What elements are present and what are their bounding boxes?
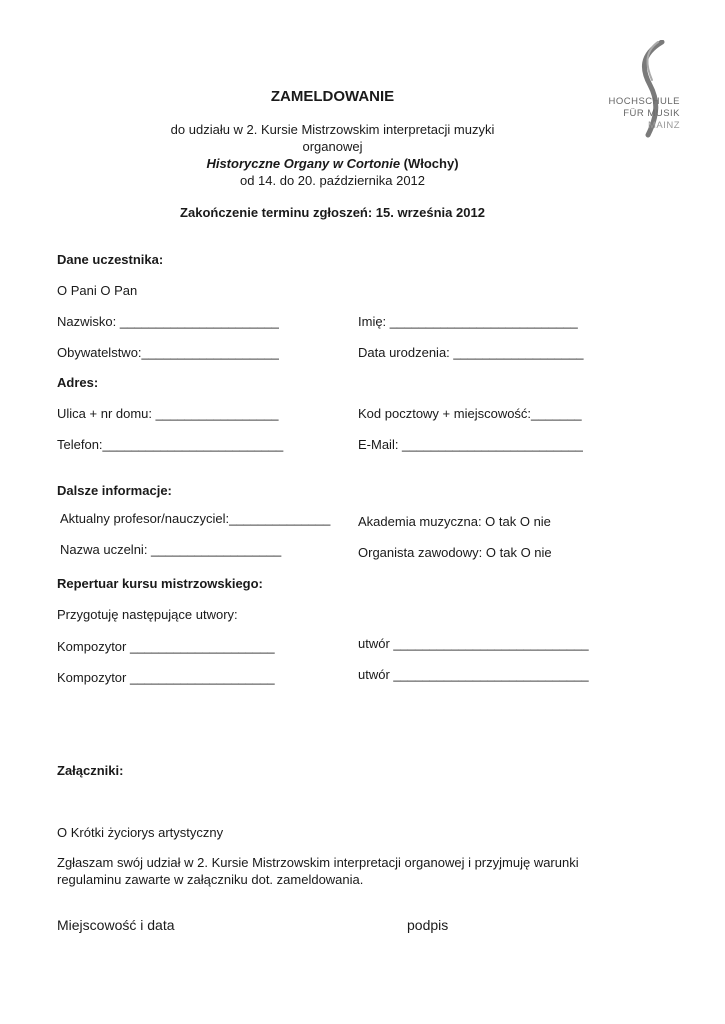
- cv-option: O Krótki życiorys artystyczny: [57, 825, 224, 840]
- declaration-line-1: Zgłaszam swój udział w 2. Kursie Mistrzowskim interpretacji organowej i przyjmuję warunki: [57, 855, 579, 870]
- repertoire-heading: Repertuar kursu mistrzowskiego:: [57, 576, 263, 591]
- repertoire-intro: Przygotuję następujące utwory:: [57, 607, 238, 622]
- phone-field: Telefon:_________________________: [57, 437, 284, 452]
- composer-field-2: Kompozytor ____________________: [57, 670, 275, 685]
- firstname-field: Imię: __________________________: [358, 314, 578, 329]
- subtitle-line-3: [0, 156, 665, 171]
- surname-field: Nazwisko: ______________________: [57, 314, 279, 329]
- composer-field-1: Kompozytor ____________________: [57, 639, 275, 654]
- course-dates: od 14. do 20. października 2012: [239, 173, 426, 188]
- school-field: Nazwa uczelni: __________________: [60, 542, 282, 557]
- postal-code-field: Kod pocztowy + miejscowość:_______: [358, 406, 582, 421]
- organist-option: Organista zawodowy: O tak O nie: [358, 545, 552, 560]
- page-title: ZAMELDOWANIE: [270, 88, 395, 105]
- academy-option: Akademia muzyczna: O tak O nie: [358, 514, 551, 529]
- registration-deadline: Zakończenie terminu zgłoszeń: 15. września 2012: [180, 205, 485, 220]
- logo-text-line1: HOCHSCHULE: [608, 96, 680, 107]
- street-field: Ulica + nr domu: _________________: [57, 406, 279, 421]
- subtitle-line-1: do udziału w 2. Kursie Mistrzowskim interpretacji muzyki: [170, 122, 495, 137]
- work-field-1: utwór ___________________________: [358, 636, 589, 651]
- salutation-options: O Pani O Pan: [57, 283, 138, 298]
- teacher-field: Aktualny profesor/nauczyciel:______________: [60, 511, 331, 526]
- course-name: Historyczne Organy w Cortonie: [206, 156, 401, 171]
- work-field-2: utwór ___________________________: [358, 667, 589, 682]
- address-heading: Adres:: [57, 375, 99, 390]
- participant-heading: Dane uczestnika:: [57, 252, 164, 267]
- course-location: (Włochy): [400, 156, 459, 171]
- declaration-line-2: regulaminu zawarte w załączniku dot. zameldowania.: [57, 872, 364, 887]
- subtitle-line-2: organowej: [302, 139, 363, 154]
- place-date-label: Miejscowość i data: [57, 917, 175, 933]
- signature-label: podpis: [407, 917, 449, 933]
- attachments-heading: Załączniki:: [57, 763, 124, 778]
- email-field: E-Mail: _________________________: [358, 437, 583, 452]
- logo-text-line3: MAINZ: [647, 120, 680, 131]
- info-heading: Dalsze informacje:: [57, 483, 172, 498]
- citizenship-field: Obywatelstwo:___________________: [57, 345, 279, 360]
- birthdate-field: Data urodzenia: __________________: [358, 345, 584, 360]
- logo-text-line2: FÜR MUSIK: [623, 108, 680, 119]
